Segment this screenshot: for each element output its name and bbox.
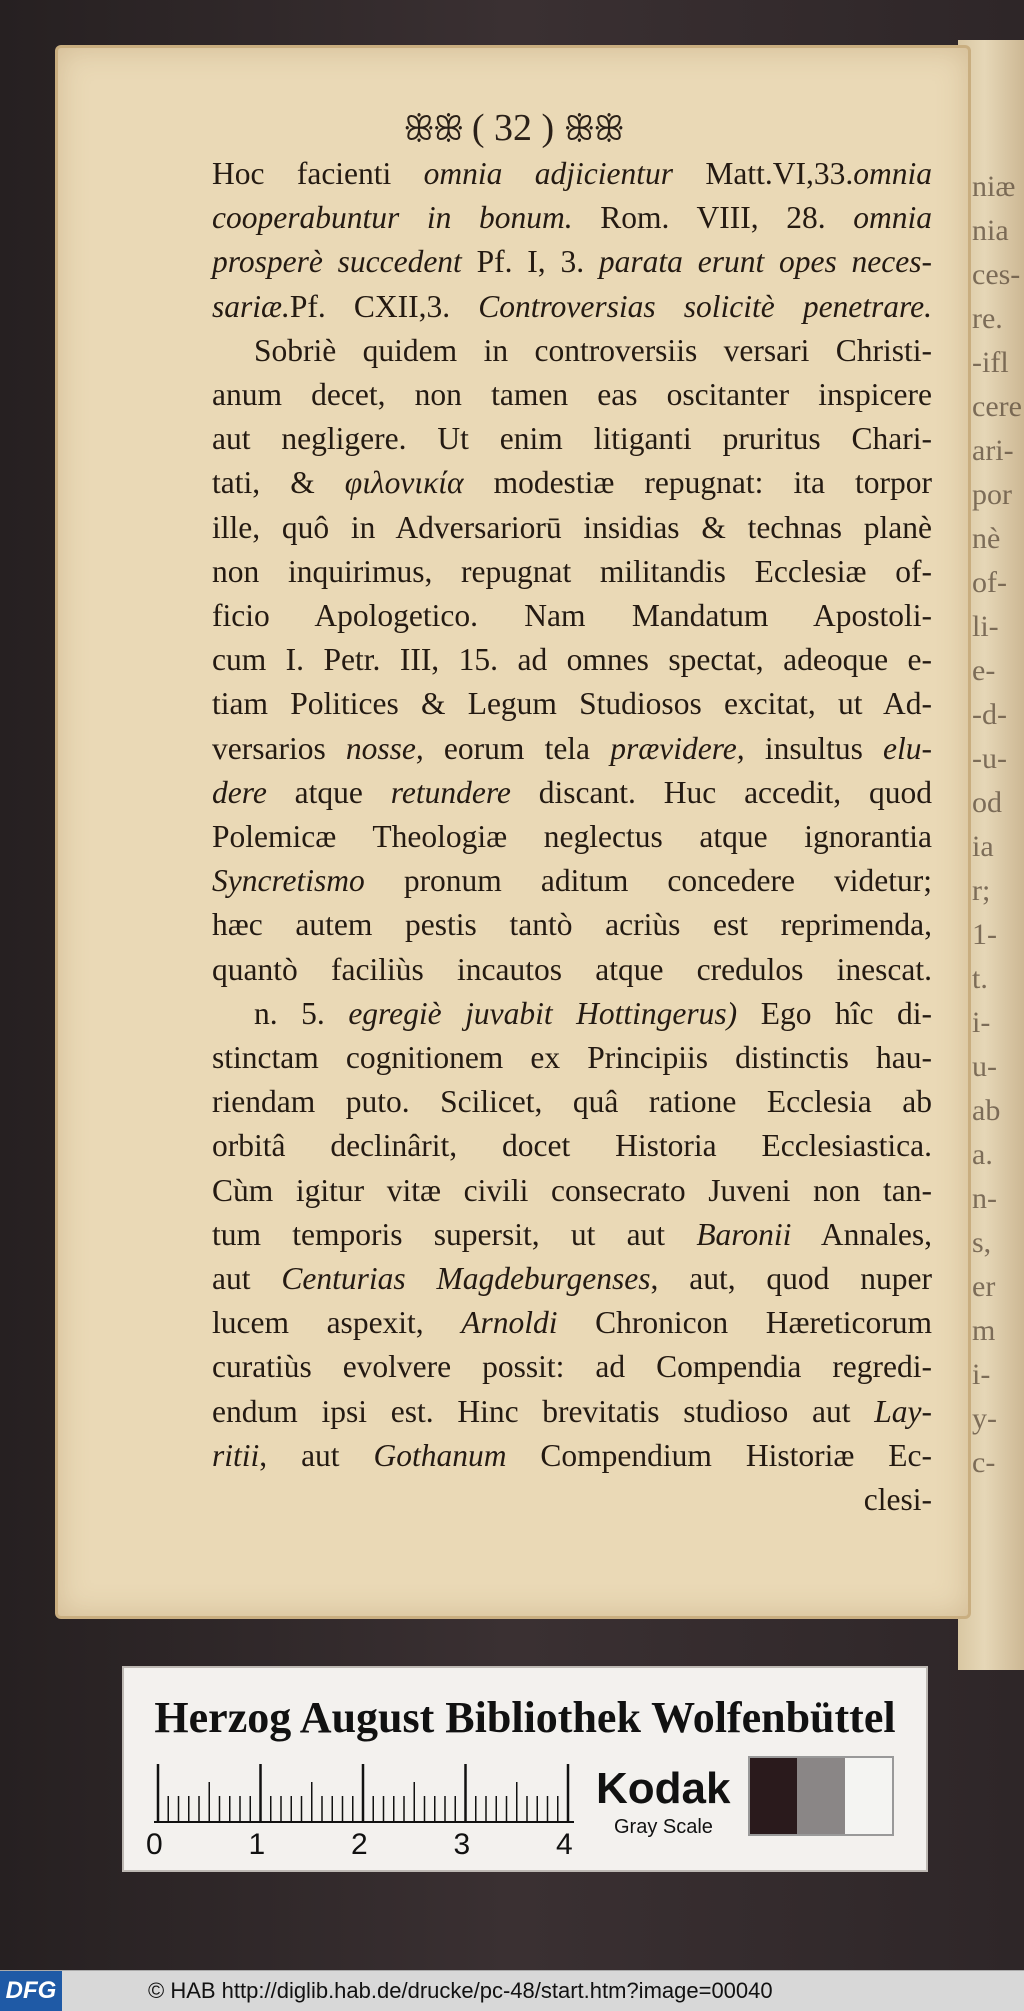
- gray-patch: [750, 1758, 797, 1834]
- catchword: clesi-: [863, 1482, 932, 1518]
- right-ornament: ꕥꕥ: [563, 111, 623, 148]
- ruler-label: 3: [453, 1828, 471, 1861]
- text-line: [212, 329, 932, 373]
- text-line: [212, 152, 932, 196]
- library-name: Herzog August Bibliothek Wolfenbüttel: [154, 1693, 896, 1742]
- roman-text: orbitâ declinârit, docet Historia Ecclesiastica.: [212, 1128, 932, 1164]
- footer-bar: [0, 1970, 1024, 2011]
- facing-page-fragment: cere: [972, 390, 1022, 423]
- body-text: [212, 152, 932, 1522]
- roman-text: pronum aditum concedere videtur;: [364, 863, 932, 899]
- roman-text: riendam puto. Scilicet, quâ ratione Ecclesia ab: [212, 1084, 932, 1120]
- roman-text: Sobriè quidem in controversiis versari Christi-: [254, 332, 932, 368]
- italic-text: prævidere,: [610, 730, 745, 766]
- facing-page-fragment: -d-: [972, 698, 1007, 731]
- text-line: [212, 373, 932, 417]
- roman-text: Cùm igitur vitæ civili consecrato Juveni non tan-: [212, 1172, 932, 1208]
- facing-page-fragment: m: [972, 1314, 996, 1347]
- text-line: [212, 1124, 932, 1168]
- facing-page-fragment: r;: [972, 874, 991, 907]
- text-line: [212, 1257, 932, 1301]
- ruler-label: 1: [248, 1828, 266, 1861]
- text-line: [212, 417, 932, 461]
- italic-text: cooperabuntur in bonum.: [212, 200, 573, 236]
- text-line: [212, 771, 932, 815]
- roman-text: ille, quô in Adversariorū insidias & technas planè: [212, 509, 932, 545]
- facing-page-fragment: por: [972, 478, 1012, 511]
- text-line: [212, 948, 932, 992]
- facing-page-fragment: u-: [972, 1050, 997, 1083]
- roman-text: n. 5.: [254, 995, 349, 1031]
- roman-text: versarios: [212, 730, 346, 766]
- roman-text: curatiùs evolvere possit: ad Compendia regredi-: [212, 1349, 932, 1385]
- roman-text: discant. Huc accedit, quod: [510, 774, 932, 810]
- roman-text: Pf. I, 3.: [461, 244, 599, 280]
- roman-text: Compendium Historiæ Ec-: [506, 1437, 932, 1473]
- roman-text: ficio Apologetico. Nam Mandatum Apostoli-: [212, 598, 932, 634]
- italic-text: Gothanum: [373, 1437, 507, 1473]
- facing-page-fragment: er: [972, 1270, 996, 1303]
- roman-text: Matt.VI,33.: [673, 156, 854, 191]
- text-line: [212, 240, 932, 284]
- text-line: [212, 285, 932, 329]
- italic-text: Lay-: [874, 1393, 932, 1429]
- italic-text: nosse,: [345, 730, 424, 766]
- facing-page-fragment: li-: [972, 610, 999, 643]
- text-line: [212, 506, 932, 550]
- facing-page-fragment: -ifl: [972, 346, 1009, 379]
- text-line: [212, 638, 932, 682]
- roman-text: aut negligere. Ut enim litiganti pruritus Chari-: [212, 421, 932, 457]
- italic-text: ritii: [212, 1437, 260, 1473]
- kodak-logo: Kodak: [596, 1764, 731, 1813]
- italic-text: parata erunt opes neces-: [598, 244, 932, 280]
- grayscale-label: Gray Scale: [614, 1816, 713, 1838]
- facing-page-fragment: c-: [972, 1446, 996, 1479]
- text-line: [212, 859, 932, 903]
- ruler-label: 4: [556, 1828, 573, 1861]
- roman-text: Hoc facienti: [212, 156, 424, 191]
- roman-text: modestiæ repugnat: ita torpor: [463, 465, 932, 501]
- text-line: [212, 461, 932, 505]
- gray-patch: [797, 1758, 844, 1834]
- roman-text: insultus: [744, 730, 884, 766]
- text-line: [212, 682, 932, 726]
- text-line: [212, 1345, 932, 1389]
- facing-page-fragment: a.: [972, 1138, 993, 1171]
- ruler-label: 2: [351, 1828, 368, 1861]
- text-line: [212, 594, 932, 638]
- roman-text: hæc autem pestis tantò acriùs est reprimenda,: [212, 907, 932, 943]
- text-line: [212, 1434, 932, 1478]
- italic-text: Syncretismo: [212, 863, 365, 899]
- text-line: [212, 1390, 932, 1434]
- facing-page-fragment: niæ: [972, 170, 1016, 203]
- italic-text: Baronii: [696, 1216, 792, 1252]
- page-number: ( 32 ): [471, 107, 555, 149]
- ruler-labels: [146, 1828, 586, 1868]
- facing-page-fragment: re.: [972, 302, 1003, 335]
- facing-page-fragment: y-: [972, 1402, 997, 1435]
- roman-text: tum temporis supersit, ut aut: [212, 1216, 697, 1252]
- facing-page-fragment: -u-: [972, 742, 1007, 775]
- roman-text: anum decet, non tamen eas oscitanter inspicere: [212, 377, 932, 413]
- roman-text: quantò faciliùs incautos atque credulos inescat.: [212, 951, 932, 987]
- text-line: [212, 1301, 932, 1345]
- roman-text: Pf. CXII,3.: [289, 288, 479, 324]
- italic-text: omnia adjicientur: [423, 156, 674, 191]
- facing-page-fragment: ces-: [972, 258, 1021, 291]
- dfg-logo: DFG: [0, 1971, 62, 2011]
- facing-page-fragment: s,: [972, 1226, 992, 1259]
- italic-text: Controversias solicitè penetrare.: [478, 288, 932, 324]
- facing-page-fragment: od: [972, 786, 1002, 819]
- copyright-link[interactable]: © HAB http://diglib.hab.de/drucke/pc-48/start.htm?image=00040: [148, 1978, 773, 2003]
- text-line: [212, 1036, 932, 1080]
- italic-text: dere: [212, 774, 267, 810]
- text-line: [212, 727, 932, 771]
- roman-text: lucem aspexit,: [212, 1305, 462, 1341]
- left-ornament: ꕥꕥ: [403, 111, 463, 148]
- roman-text: , aut, quod nuper: [650, 1261, 932, 1297]
- facing-page-fragment: 1-: [972, 918, 997, 951]
- italic-text: sariæ.: [212, 288, 290, 324]
- book-page: [58, 48, 968, 1616]
- text-line: [212, 550, 932, 594]
- italic-text: elu-: [883, 730, 932, 766]
- facing-page-fragment: ab: [972, 1094, 1001, 1127]
- roman-text: Annales,: [791, 1216, 933, 1252]
- roman-text: endum ipsi est. Hinc brevitatis studioso aut: [212, 1393, 875, 1429]
- roman-text: Polemicæ Theologiæ neglectus atque ignorantia: [212, 819, 932, 855]
- roman-text: Rom. VIII, 28.: [572, 200, 854, 236]
- facing-page-fragment: ari-: [972, 434, 1014, 467]
- facing-page-fragment: i-: [972, 1358, 991, 1391]
- italic-text: φιλονικία: [344, 465, 464, 501]
- color-calibration-card: [122, 1666, 928, 1872]
- ruler-label: 0: [146, 1828, 163, 1861]
- facing-page-fragment: of-: [972, 566, 1007, 599]
- italic-text: omnia: [853, 200, 932, 236]
- text-line: [212, 196, 932, 240]
- facing-page-fragment: n-: [972, 1182, 997, 1215]
- facing-page-fragment: i-: [972, 1006, 991, 1039]
- roman-text: Ego hîc di-: [737, 995, 933, 1031]
- roman-text: eorum tela: [423, 730, 611, 766]
- facing-page-fragment: t.: [972, 962, 988, 995]
- roman-text: Chronicon Hæreticorum: [557, 1305, 932, 1341]
- italic-text: Centurias Magdeburgenses: [281, 1261, 651, 1297]
- text-line: [212, 903, 932, 947]
- italic-text: omnia: [853, 156, 933, 191]
- roman-text: non inquirimus, repugnat militandis Ecclesiæ of-: [212, 553, 932, 589]
- page-header: [58, 106, 968, 150]
- text-line: [212, 1169, 932, 1213]
- facing-page-fragment: e-: [972, 654, 996, 687]
- facing-page-fragment: nè: [972, 522, 1001, 555]
- roman-text: stinctam cognitionem ex Principiis distinctis hau-: [212, 1040, 932, 1076]
- italic-text: Arnoldi: [461, 1305, 558, 1341]
- text-line: [212, 992, 932, 1036]
- text-line: [212, 1213, 932, 1257]
- italic-text: prosperè succedent: [212, 244, 462, 280]
- ruler-scale: [154, 1764, 584, 1824]
- roman-text: tiam Politices & Legum Studiosos excitat, ut Ad-: [212, 686, 932, 722]
- text-line: [212, 1080, 932, 1124]
- gray-patch: [845, 1758, 892, 1834]
- roman-text: tati, &: [212, 465, 345, 501]
- italic-text: egregiè juvabit Hottingerus): [348, 995, 738, 1031]
- text-line: [212, 815, 932, 859]
- roman-text: cum I. Petr. III, 15. ad omnes spectat, adeoque e-: [212, 642, 932, 678]
- gray-patches: [748, 1756, 894, 1836]
- roman-text: , aut: [259, 1437, 374, 1473]
- facing-page-fragment: nia: [972, 214, 1009, 247]
- roman-text: atque: [266, 774, 391, 810]
- italic-text: retundere: [390, 774, 511, 810]
- facing-page-fragment: ia: [972, 830, 994, 863]
- roman-text: aut: [212, 1261, 282, 1297]
